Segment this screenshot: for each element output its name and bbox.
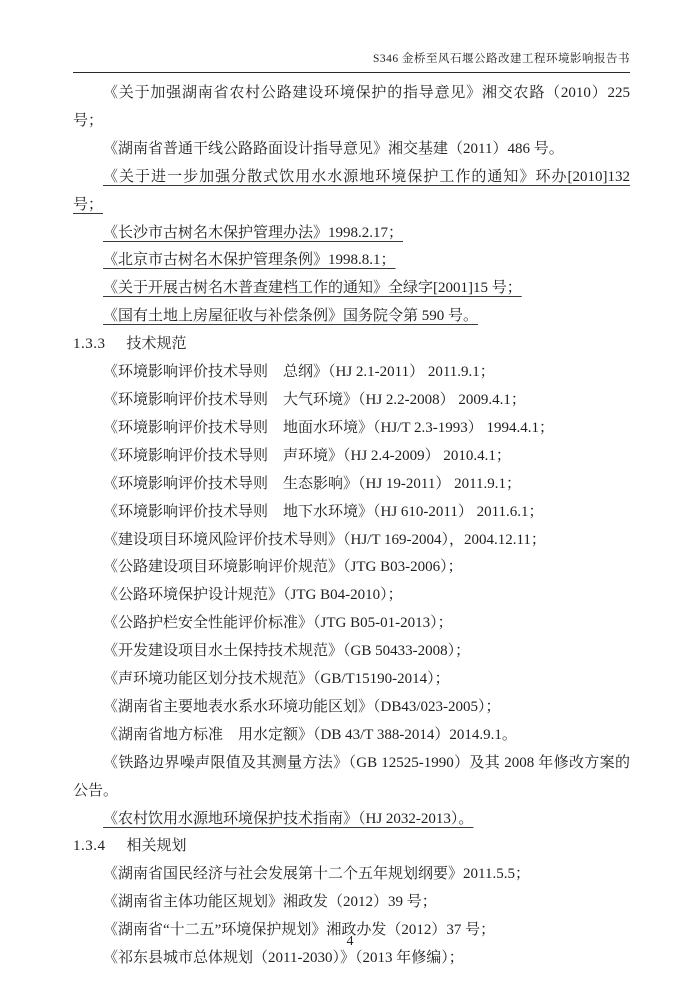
list-item [73, 889, 630, 917]
list-item [73, 303, 630, 331]
list-item-text: 《环境影响评价技术导则 生态影响》（HJ 19-2011） 2011.9.1； [103, 475, 522, 492]
list-item-text: 《关于加强湖南省农村公路建设环境保护的指导意见》湘交农路（2010）225 号； [73, 85, 630, 129]
header-title: S346 金桥至风石堰公路改建工程环境影响报告书 [372, 53, 630, 65]
list-item [73, 499, 630, 527]
list-item-text: 《湖南省主体功能区规划》湘政发（2012）39 号； [103, 894, 437, 911]
section-heading [73, 331, 630, 359]
list-item-text: 《长沙市古树名木保护管理办法》1998.2.17； [103, 224, 404, 241]
list-item-text: 《湖南省主要地表水系水环境功能区划》（DB43/023-2005）； [103, 698, 501, 715]
list-item [73, 220, 630, 248]
list-item-text: 《湖南省“十二五”环境保护规划》湘政办发（2012）37 号； [103, 922, 496, 939]
list-item-text: 《湖南省普通干线公路路面设计指导意见》湘交基建（2011）486 号。 [103, 140, 564, 157]
list-item [73, 136, 630, 164]
list-item-text: 《湖南省国民经济与社会发展第十二个五年规划纲要》2011.5.5； [103, 866, 530, 883]
section-number: 1.3.3 [73, 336, 106, 353]
list-item [73, 582, 630, 610]
list-item [73, 80, 630, 136]
list-item [73, 806, 630, 834]
list-item [73, 247, 630, 275]
list-item [73, 275, 630, 303]
list-item-text: 《环境影响评价技术导则 地面水环境》（HJ/T 2.3-1993） 1994.4.1； [103, 419, 554, 436]
list-item [73, 694, 630, 722]
list-item-text: 《公路建设项目环境影响评价规范》（JTG B03-2006）； [103, 559, 463, 576]
list-item [73, 666, 630, 694]
list-item [73, 443, 630, 471]
page-number: 4 [346, 934, 354, 949]
list-item [73, 471, 630, 499]
section-title: 相关规划 [126, 838, 187, 855]
list-item [73, 359, 630, 387]
list-item [73, 164, 630, 220]
list-item-text: 《祁东县城市总体规划（2011-2030）》（2013 年修编）； [103, 950, 464, 967]
list-item-text: 《环境影响评价技术导则 声环境》（HJ 2.4-2009） 2010.4.1； [103, 447, 511, 464]
document-body [73, 73, 630, 973]
page-header [73, 50, 630, 73]
list-item-text: 《北京市古树名木保护管理条例》1998.8.1； [103, 252, 396, 269]
list-item [73, 750, 630, 806]
list-item-text: 《声环境功能区划分技术规范》（GB/T15190-2014）； [103, 671, 450, 688]
section-heading [73, 833, 630, 861]
list-item-text: 《建设项目环境风险评价技术导则》（HJ/T 169-2004），2004.12.11； [103, 531, 546, 548]
list-item [73, 638, 630, 666]
list-item-text: 《农村饮用水源地环境保护技术指南》（HJ 2032-2013）。 [103, 810, 474, 827]
section-number: 1.3.4 [73, 838, 106, 855]
section-title: 技术规范 [126, 336, 187, 353]
list-item-text: 《环境影响评价技术导则 地下水环境》（HJ 610-2011） 2011.6.1； [103, 503, 544, 520]
list-item-text: 《公路环境保护设计规范》（JTG B04-2010）； [103, 587, 403, 604]
list-item-text: 《铁路边界噪声限值及其测量方法》（GB 12525-1990）及其 2008 年修改方案的公告。 [73, 754, 630, 799]
list-item-text: 《环境影响评价技术导则 总纲》（HJ 2.1-2011） 2011.9.1； [103, 364, 495, 381]
list-item [73, 861, 630, 889]
page-footer [0, 934, 700, 950]
list-item-text: 《国有土地上房屋征收与补偿条例》国务院令第 590 号。 [103, 308, 479, 325]
list-item-text: 《关于进一步加强分散式饮用水水源地环境保护工作的通知》环办[2010]132 号； [73, 168, 630, 213]
list-item [73, 722, 630, 750]
list-item-text: 《湖南省地方标准 用水定额》（DB 43/T 388-2014）2014.9.1。 [103, 726, 517, 743]
list-item-text: 《关于开展古树名木普查建档工作的通知》全绿字[2001]15 号； [103, 280, 522, 297]
list-item [73, 527, 630, 555]
list-item-text: 《开发建设项目水土保持技术规范》（GB 50433-2008）； [103, 643, 471, 660]
list-item [73, 610, 630, 638]
list-item-text: 《公路护栏安全性能评价标准》（JTG B05-01-2013）； [103, 615, 453, 632]
list-item [73, 415, 630, 443]
list-item [73, 387, 630, 415]
list-item [73, 554, 630, 582]
list-item-text: 《环境影响评价技术导则 大气环境》（HJ 2.2-2008） 2009.4.1； [103, 391, 526, 408]
